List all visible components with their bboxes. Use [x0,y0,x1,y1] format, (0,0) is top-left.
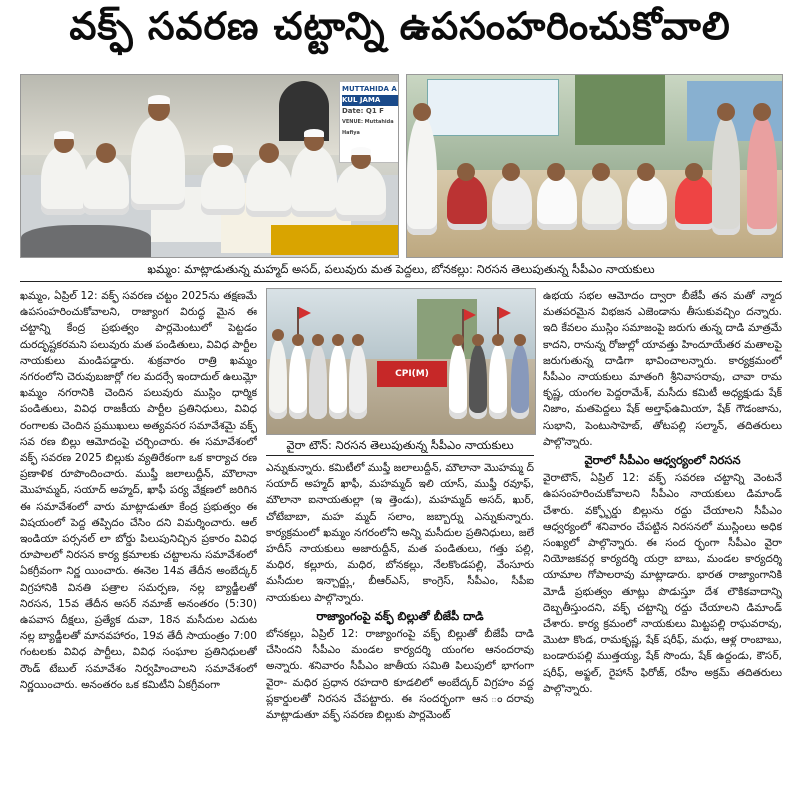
article-body-bonakallu-continued: ఉభయ సభల ఆమోదం ద్వారా బీజేపీ తన మతో న్మాద మతపరమైన విభజన ఎజెండాను తీసుకువచ్చిం దన్నారు. ఇది కేవలం ముస్లిం సమాజంపై జరుగు తున్న దాడి మాత్రమే కాదని, రానున్న రోజుల్లో యావత్తు హిందూయేతర మతాలపై జరుగుతున్న దాడిగా భావించాలన్నారు. కార్యక్రమంలో సీపీఎం నాయకులు మాతంగి శ్రీనివాసరావు, చావా రామ కృష్ణ, యంగల పెద్దరామేశ్, మసీదు కమిటీ అధ్యక్షుడు షేక్ నిజాం, మతపెద్దలు షేక్ అల్తాఫ్ఉమియా, షేక్ గౌడంజాను, సుభాని, పెంటుసాహెబ్, తోటపల్లి సల్మాన్, తదితరులు పాల్గొన్నారు. [543,290,782,448]
meeting-banner: MUTTAHIDA A KUL JAMA Date: Q1 F VENUE: Muttahida Hafiya [339,81,399,163]
article-column-1 [20,288,257,798]
article-body-bonakallu: బోనకల్లు, ఏప్రిల్ 12: రాజ్యాంగంపై వక్ఫ్ బిల్లుతో బీజేపీ దాడి చేసిందని సీపీఎం మండల కార్యదర్శి యంగల ఆనందరావు అన్నారు. శనివారం సీపీఎం జాతీయ సమితి పిలుపులో భాగంగా వైరా- మధిర ప్రధాన రహదారి కూడలిలో అంబేద్కర్ విగ్రహం వద్ద ప్లకార్డులతో నిరసన చేపట్టారు. ఈ సందర్భంగా ఆన ందరావు మాట్లాడుతూ వక్ఫ్ సవరణ బిల్లుకు పార్లమెంట్ [266,628,534,722]
divider [266,455,534,456]
photo-wyra-protest [266,288,536,435]
article-column-2 [266,460,534,798]
headline: వక్ఫ్ సవరణ చట్టాన్ని ఉపసంహరించుకోవాలి [69,4,731,48]
photo-bonakallu-protest [406,74,783,258]
article-body-khammam: ఖమ్మం, ఏప్రిల్ 12: వక్ఫ్ సవరణ చట్టం 2025ను తక్షణమే ఉపసంహరించుకోవాలని, రాజ్యాంగ విరుద్ధ మైన ఈ చట్టాన్ని కేంద్ర ప్రభుత్వం పార్లమెంటులో పెట్టడం దురదృష్టకరమని పలువురు మత పండితులు, వివిధ పార్టీల నాయకులు మండిపడ్డారు. శుక్రవారం రాత్రి ఖమ్మం నగరంలోని చెరువుబజార్లో గల మదర్సే ఇందాదుల్ ఉలుమ్లో ఖమ్మం నగరానికి చెందిన పలువురు ముస్లిం ధార్మిక పండితులు, వివిధ రాజకీయ పార్టీల ప్రతినిధులు, వివిధ రంగాలకు చెందిన ప్రముఖులు అత్యవసర సమావేశమై వక్ఫ్ సవ రణ బిల్లు ఆమోదంపై చర్చించారు. ఈ సమావేశంలో వక్ఫ్ సవరణ 2025 బిల్లుకు వ్యతిరేకంగా ఒక కార్యాచ రణ ప్రణాళిక రూపొందించారు. ముఫ్తీ జలాలుద్దీన్, మౌలానా మొహమ్మద్, సయాద్ అహ్మద్, ఖాఫీ పర్య వేక్షణలో జరిగిన ఈ సమావేశంలో వారు మాట్లాడుతూ కేంద్ర ప్రభుత్వం ఈ విషయంలో పెద్ద తప్పిదం చేసిం దని విమర్శించారు. ఆల్ ఇండియా పర్సనల్ లా బోర్డు పిలుపునిచ్చిన ప్రకారం వివిధ రూపాలలో నిరసన కార్య క్రమాలకు చట్టాలను సమావేశంలో ఏకగ్రీవంగా నిర్ణ యించారు. ఈనెల 14వ తేదీన అంబేద్కర్ విగ్రహానికి వినతి పత్రాల సమర్పణ, నల్ల బ్యాడ్జీలతో నిరసన, 15వ తేదీన అసర్ నమాజ్ అనంతరం (5:30) ఉపవాస దీక్షలు, ప్రత్యేక దువా, 18న మసీదుల ఎదుట నల్ల బ్యాడ్జీలతో మానవహారం, 19వ తేదీ సాయంత్రం 7:00 గంటలకు వివిధ పార్టీలు, వివిధ సంఘాల ప్రతినిధులతో రౌండ్ టేబుల్ సమావేశం నిర్వహించాలని సమావేశంలో నిర్ణయించారు. అనంతరం ఒక కమిటీని ఏకగ్రీవంగా [20,290,257,691]
protest-backdrop-banner [427,79,559,136]
article-body-khammam-continued: ఎన్నుకున్నారు. కమిటీలో ముఫ్తీ జలాలుద్దీన్, మౌలానా మొహమ్మ ద్ సయాద్ అహ్మద్ ఖాఫీ, మహమ్మద్ ఇలి యాస్, ముఫ్తీ రవూఫ్, మౌలానా ఐనాయతుల్లా (ఇ త్తెండు), మహమ్మద్ అసద్, ఖుర్, చోటేబాబా, మహ మ్మద్ సలాం, జబ్బార్ను ఎన్నుకున్నారు. కార్యక్రమంలో ఖమ్మం నగరంలోని అన్ని మసీదుల ప్రతినిధులు, జలే హదీస్ నాయకులు అజారుద్దీన్, మత పండితులు, గత్తు పల్లి, మధిర, కల్లూరు, మధిర, బోనకల్లు, నేలకొండపల్లి, వేంసూరు మసీదుల ఇన్చార్జ్లు, బీఆర్ఎస్, కాంగ్రెస్, సీపీఎం, సీపీఐ నాయకులు పాల్గొన్నారు. [266,462,534,604]
divider [20,281,782,282]
photo-khammam-meeting [20,74,399,258]
article-body-wyra: వైరాటౌన్, ఏప్రిల్ 12: వక్ఫ్ సవరణ చట్టాన్ని వెంటనే ఉపసంహరించుకోవాలని సీపీఎం నాయకులు డిమాండ్ చేశారు. వక్ఫ్బోర్డు బిల్లును రద్దు చేయాలని సీపీఎం ఆధ్వర్యంలో శనివారం చేపట్టిన నిరసనలో ముస్లింలు అధిక సంఖ్యలో పాల్గొన్నారు. ఈ సంద ర్భంగా సీపీఎం వైరా నియోజకవర్గ కార్యదర్శి యర్రా బాబు, మండల కార్యదర్శి యామాల గోపాలరావు మాట్లాడారు. భారత రాజ్యాంగానికి మోడీ ప్రభుత్వం తూట్లు పొడుస్తూ దేశ లౌకికవాదాన్ని దెబ్బతీస్తుందని, వక్ఫ్ చట్టాన్ని రద్దు చేయాలని డిమాండ్ చేశారు. కార్య క్రమంలో నాయకులు మిట్టపల్లి రాఘవరావు, మొటా కొండ, రామకృష్ణ, షేక్ షరీఫ్, మధు, ఆళ్ల రాంబాబు, బండారుపల్లి ముత్తయ్య, షేక్ సొందు, షేక్ ఉద్దండు, కౌసర్, షరీఫ్, అఫ్జల్, రైహాన్ ఫిరోజ్, రహీం అక్రమ్ తదితరులు పాల్గొన్నారు. [543,472,782,695]
subheading-wyra: వైరాలో సీపీఎం ఆధ్వర్యంలో నిరసన [584,453,741,468]
subheading-bonakallu: రాజ్యాంగంపై వక్ఫ్ బిల్లుతో బీజేపీ దాడి [316,608,484,623]
article-column-3 [543,288,782,798]
caption-top: ఖమ్మం: మాట్లాడుతున్న మహ్మద్ అసద్, పలువురు మత పెద్దలు, బోనకల్లు: నిరసన తెలుపుతున్న సీపీఎం నాయకులు [147,262,655,276]
caption-wyra: వైరా టౌన్: నిరసన తెలుపుతున్న సీపీఎం నాయకులు [286,438,514,452]
cpim-protest-banner: CPI(M) [377,361,447,387]
